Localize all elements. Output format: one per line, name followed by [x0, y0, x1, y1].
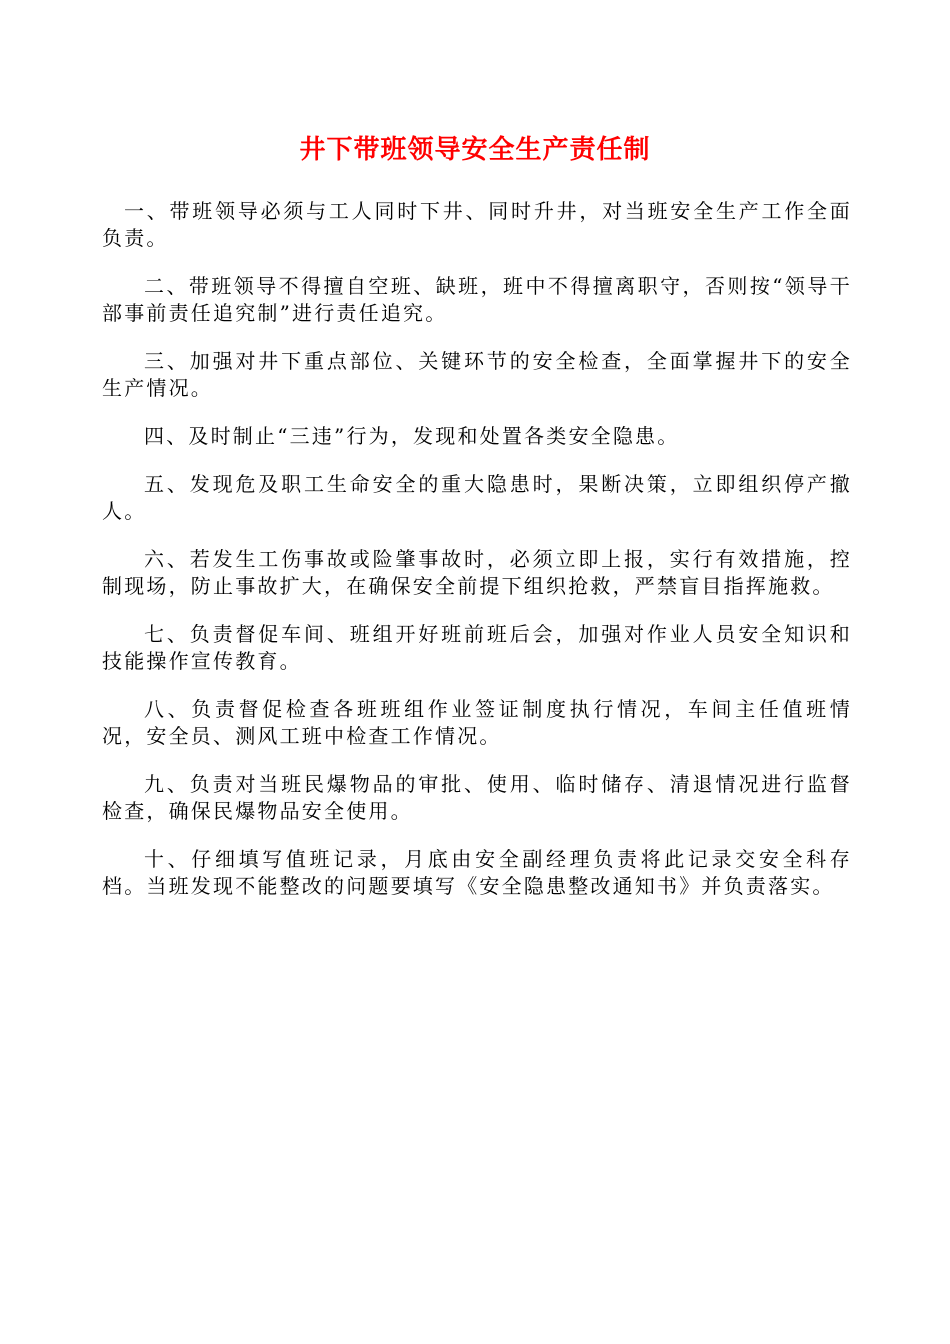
- paragraph-5: 五、发现危及职工生命安全的重大隐患时，果断决策，立即组织停产撤人。: [102, 472, 852, 523]
- paragraph-9: 九、负责对当班民爆物品的审批、使用、临时储存、清退情况进行监督检查，确保民爆物品安全使用。: [102, 772, 852, 823]
- paragraph-1: 一、带班领导必须与工人同时下井、同时升井，对当班安全生产工作全面负责。: [102, 199, 852, 250]
- paragraph-3: 三、加强对井下重点部位、关键环节的安全检查，全面掌握井下的安全生产情况。: [102, 349, 852, 400]
- paragraph-10: 十、仔细填写值班记录，月底由安全副经理负责将此记录交安全科存档。当班发现不能整改的问题要填写《安全隐患整改通知书》并负责落实。: [102, 847, 852, 898]
- paragraph-7: 七、负责督促车间、班组开好班前班后会，加强对作业人员安全知识和技能操作宣传教育。: [102, 622, 852, 673]
- document-title: 井下带班领导安全生产责任制: [299, 135, 651, 165]
- document-body: [102, 198, 852, 921]
- paragraph-2: 二、带班领导不得擅自空班、缺班，班中不得擅离职守，否则按“领导干部事前责任追究制”进行责任追究。: [102, 274, 852, 325]
- paragraph-8: 八、负责督促检查各班班组作业签证制度执行情况，车间主任值班情况，安全员、测风工班中检查工作情况。: [102, 697, 852, 748]
- paragraph-6: 六、若发生工伤事故或险肇事故时，必须立即上报，实行有效措施，控制现场，防止事故扩大，在确保安全前提下组织抢救，严禁盲目指挥施救。: [102, 547, 852, 598]
- paragraph-4: 四、及时制止“三违”行为，发现和处置各类安全隐患。: [144, 424, 680, 448]
